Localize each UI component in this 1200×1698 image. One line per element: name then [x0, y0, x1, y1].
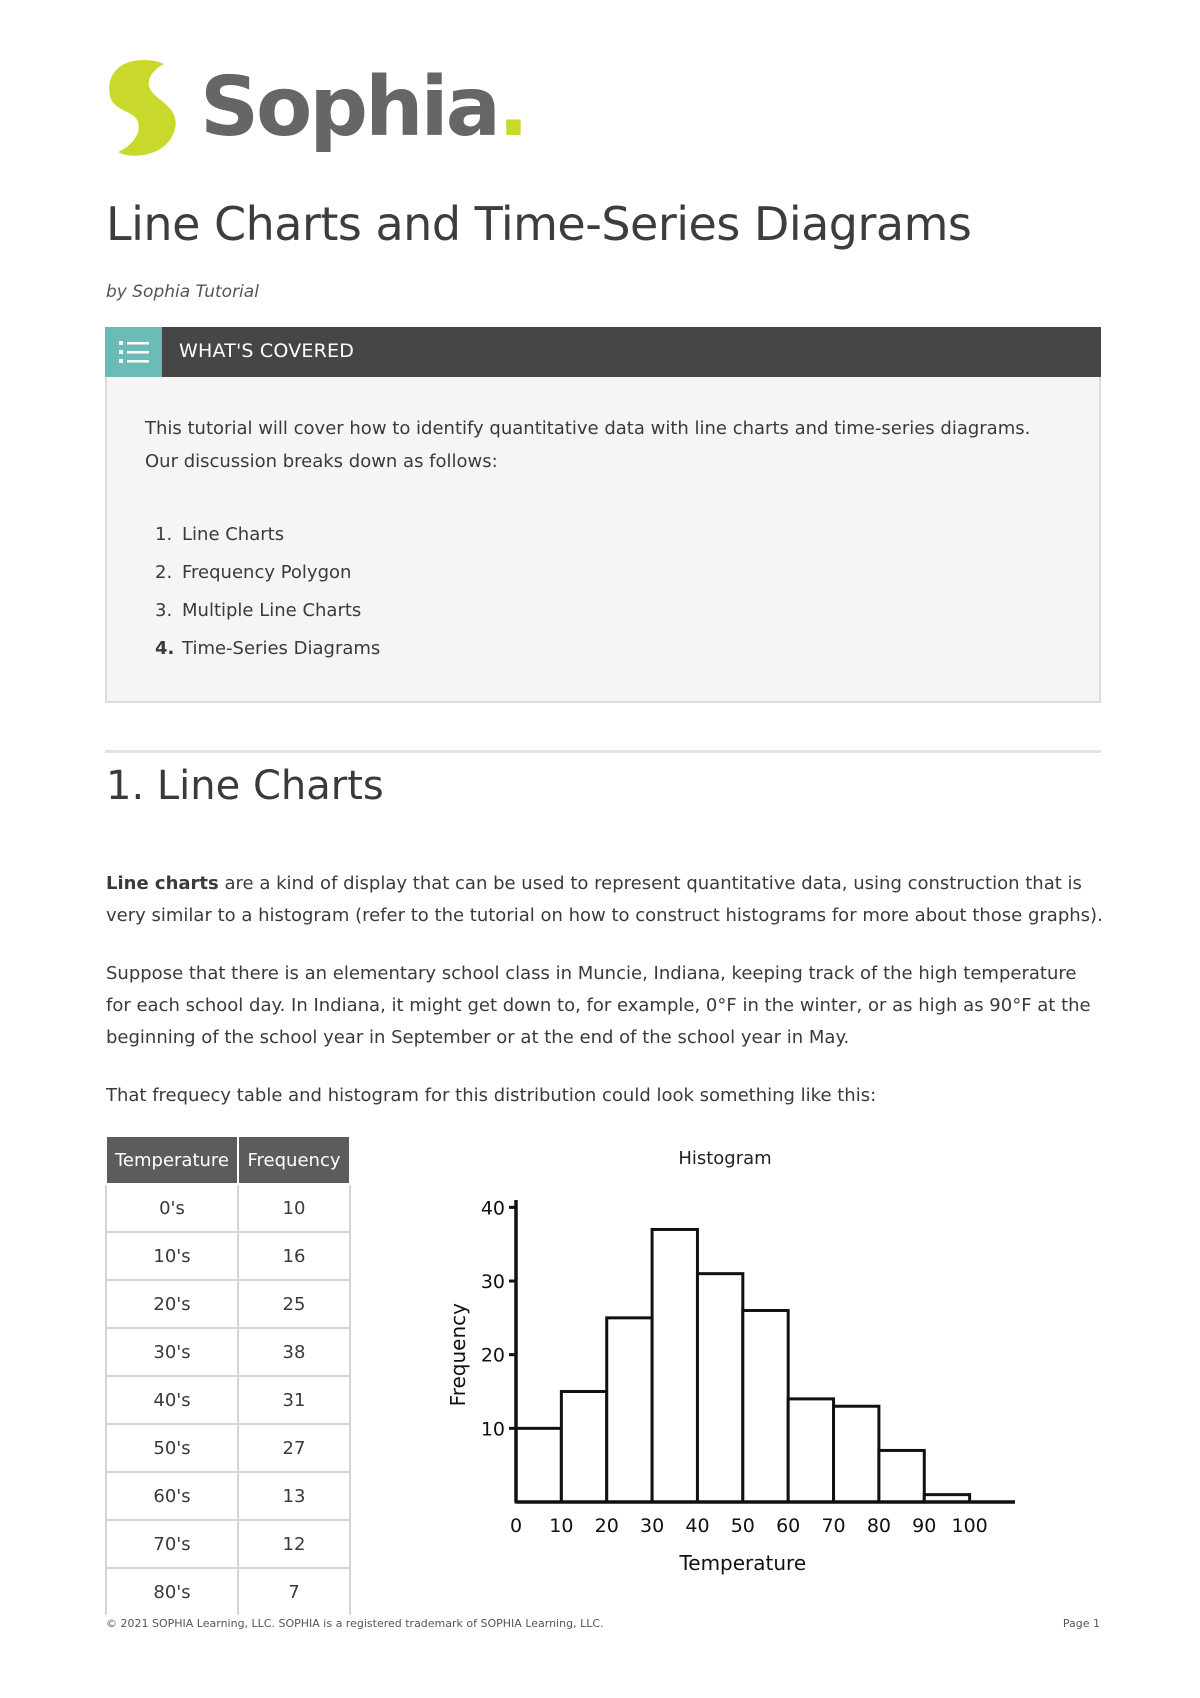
table-cell: 50's [106, 1424, 238, 1472]
list-item: 3. Multiple Line Charts [155, 600, 362, 621]
y-tick-label: 20 [480, 1344, 505, 1367]
histogram-bar [834, 1406, 879, 1502]
table-cell: 16 [238, 1232, 350, 1280]
list-item: 2. Frequency Polygon [155, 562, 352, 583]
y-axis-label: Frequency [446, 1303, 470, 1407]
histogram-bar [697, 1274, 742, 1502]
table-cell: 20's [106, 1280, 238, 1328]
x-axis-label: Temperature [679, 1551, 807, 1575]
page-title: Line Charts and Time-Series Diagrams [106, 197, 972, 251]
x-tick-label: 50 [730, 1515, 755, 1537]
table-row [106, 1328, 350, 1376]
table-row [106, 1280, 350, 1328]
table-cell: 60's [106, 1472, 238, 1520]
table-row [106, 1568, 350, 1615]
x-tick-label: 30 [639, 1515, 665, 1537]
table-cell: 13 [238, 1472, 350, 1520]
histogram-bar [561, 1392, 606, 1502]
table-cell: 12 [238, 1520, 350, 1568]
table-cell: 40's [106, 1376, 238, 1424]
list-item: 1. Line Charts [155, 524, 285, 545]
list-item: 4. Time-Series Diagrams [155, 638, 381, 659]
table-cell: 31 [238, 1376, 350, 1424]
histogram-chart [430, 1180, 1030, 1590]
table-cell: 7 [238, 1568, 350, 1615]
column-header-temperature: Temperature [106, 1136, 238, 1184]
x-tick-label: 0 [509, 1515, 523, 1537]
histogram-bar [652, 1229, 697, 1502]
x-tick-label: 10 [549, 1515, 574, 1537]
paragraph-line-charts: Line charts are a kind of display that can be used to represent quantitative data, using construction that is very similar to a histogram (refer to the tutorial on how to construct histograms for more about those graphs). [106, 873, 1103, 926]
footer-copyright: © 2021 SOPHIA Learning, LLC. SOPHIA is a registered trademark of SOPHIA Learning, LLC. [106, 1617, 604, 1630]
y-tick-label: 40 [480, 1197, 505, 1220]
whats-covered-header [105, 327, 1101, 377]
table-cell: 80's [106, 1568, 238, 1615]
histogram-bar [516, 1428, 561, 1502]
table-row [106, 1520, 350, 1568]
table-cell: 70's [106, 1520, 238, 1568]
chart-title: Histogram [678, 1148, 772, 1169]
y-tick-label: 30 [480, 1271, 505, 1294]
table-row [106, 1184, 350, 1232]
x-tick-label: 70 [821, 1515, 846, 1537]
whats-covered-icon-box [105, 327, 162, 377]
whats-covered-title: WHAT'S COVERED [179, 340, 355, 362]
table-row [106, 1472, 350, 1520]
list-icon [119, 340, 149, 364]
table-row [106, 1424, 350, 1472]
paragraph-table-intro: That frequecy table and histogram for this distribution could look something like this: [106, 1085, 877, 1106]
paragraph-example: Suppose that there is an elementary school class in Muncie, Indiana, keeping track of the high temperature for each school day. In Indiana, it might get down to, for example, 0°F in the winter, or as high as 90°F at the beginning of the school year in September or at the end of the school year in May. [106, 963, 1091, 1048]
sophia-wordmark: Sophia. [200, 60, 527, 155]
term-line-charts: Line charts [106, 873, 219, 894]
histogram-bar [607, 1318, 652, 1502]
histogram-bar [743, 1310, 788, 1502]
section-heading: 1. Line Charts [106, 763, 384, 809]
table-cell: 0's [106, 1184, 238, 1232]
table-cell: 30's [106, 1328, 238, 1376]
section-divider [105, 750, 1101, 753]
histogram-bar [788, 1399, 833, 1502]
whats-covered-list [155, 516, 380, 668]
table-cell: 38 [238, 1328, 350, 1376]
table-row [106, 1376, 350, 1424]
x-tick-label: 90 [912, 1515, 937, 1537]
table-cell: 25 [238, 1280, 350, 1328]
histogram-bar [879, 1450, 924, 1502]
x-tick-label: 100 [951, 1515, 988, 1537]
whats-covered-intro: This tutorial will cover how to identify quantitative data with line charts and time-series diagrams. Our discussion breaks down as follows: [145, 418, 1031, 472]
frequency-table [105, 1135, 351, 1615]
x-tick-label: 60 [776, 1515, 801, 1537]
table-cell: 10 [238, 1184, 350, 1232]
table-cell: 27 [238, 1424, 350, 1472]
sophia-logo [104, 56, 534, 160]
footer-page-number: Page 1 [1062, 1617, 1100, 1630]
byline: by Sophia Tutorial [106, 282, 259, 302]
sophia-logo-mark-icon [104, 56, 184, 160]
column-header-frequency: Frequency [238, 1136, 350, 1184]
y-tick-label: 10 [480, 1418, 505, 1441]
table-cell: 10's [106, 1232, 238, 1280]
table-row [106, 1232, 350, 1280]
x-tick-label: 20 [594, 1515, 619, 1537]
table-header-row [106, 1136, 350, 1184]
x-tick-label: 80 [866, 1515, 892, 1537]
x-tick-label: 40 [685, 1515, 710, 1537]
